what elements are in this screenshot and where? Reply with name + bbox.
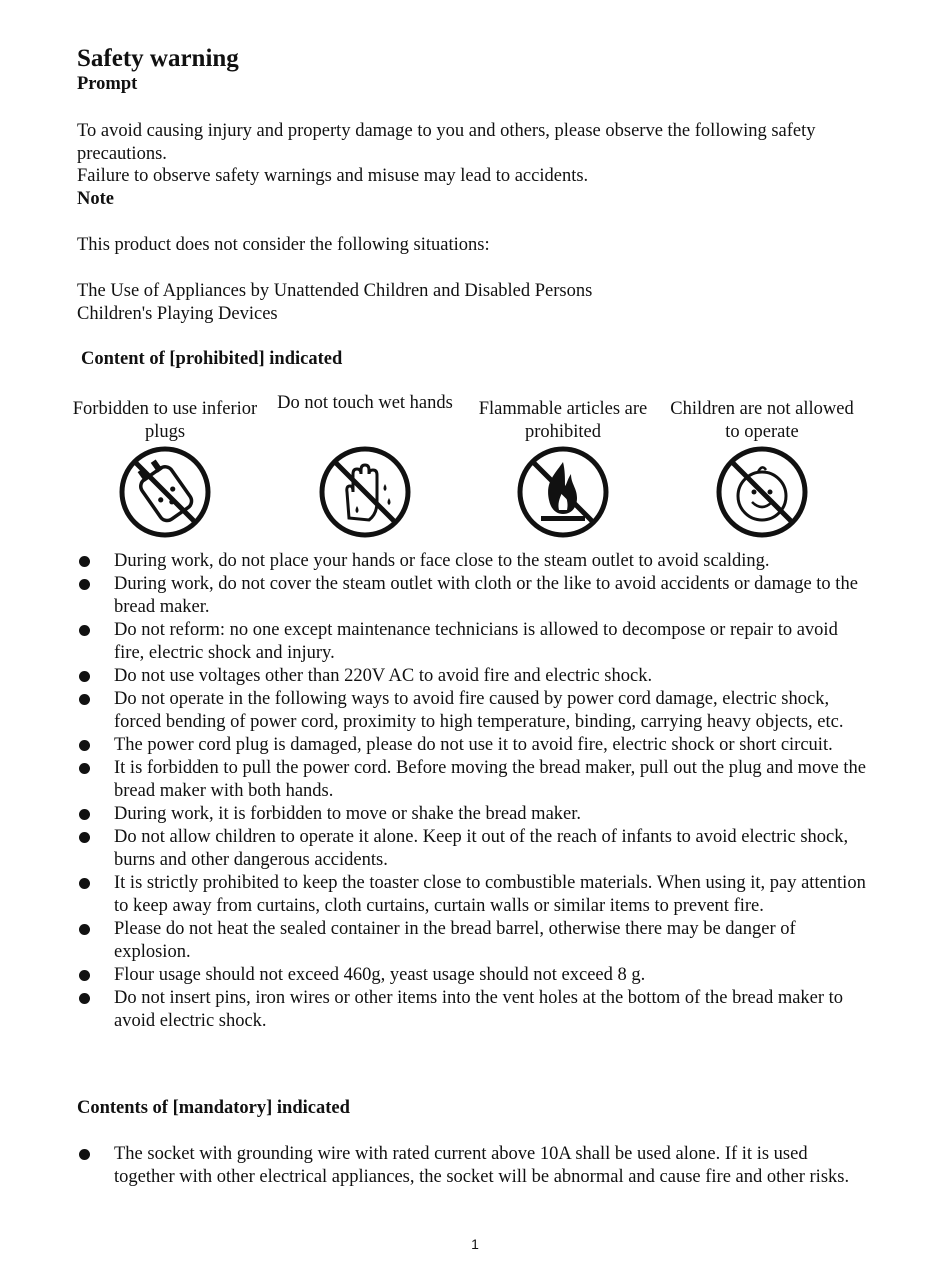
prompt-line-2: Failure to observe safety warnings and misuse may lead to accidents. <box>77 166 589 186</box>
list-item: Do not allow children to operate it alone. Keep it out of the reach of infants to avoid electric shock, burns and other dangerous accidents. <box>77 826 867 872</box>
mandatory-heading: Contents of [mandatory] indicated <box>77 1098 350 1118</box>
prohibition-icon-item <box>468 392 658 540</box>
mandatory-list <box>77 1143 867 1189</box>
list-item: During work, do not place your hands or face close to the steam outlet to avoid scalding. <box>77 550 867 573</box>
prohibition-icon-item <box>270 392 460 540</box>
no-child-icon <box>714 444 810 540</box>
prohibited-list <box>77 550 867 1033</box>
list-item: Do not reform: no one except maintenance technicians is allowed to decompose or repair to avoid fire, electric shock and injury. <box>77 619 867 665</box>
note-situation-1: The Use of Appliances by Unattended Children and Disabled Persons <box>77 281 593 301</box>
bullet-icon <box>79 993 90 1004</box>
bullet-icon <box>79 763 90 774</box>
bullet-icon <box>79 579 90 590</box>
bullet-icon <box>79 970 90 981</box>
prompt-heading: Prompt <box>77 74 138 94</box>
icon-caption: Flammable articles are prohibited <box>478 399 648 442</box>
prohibition-icon-item <box>667 392 857 540</box>
list-item: Do not insert pins, iron wires or other items into the vent holes at the bottom of the bread maker to avoid electric shock. <box>77 987 867 1033</box>
no-flame-icon <box>515 444 611 540</box>
list-item: Do not operate in the following ways to avoid fire caused by power cord damage, electric shock, forced bending of power cord, proximity to high temperature, binding, carrying heavy objects, etc. <box>77 688 867 734</box>
bullet-icon <box>79 694 90 705</box>
note-situation-2: Children's Playing Devices <box>77 304 278 324</box>
no-plug-icon <box>117 444 213 540</box>
note-intro: This product does not consider the following situations: <box>77 235 490 255</box>
list-item: It is forbidden to pull the power cord. Before moving the bread maker, pull out the plug and move the bread maker with both hands. <box>77 757 867 803</box>
page-number: 1 <box>471 1236 479 1252</box>
list-item: During work, it is forbidden to move or shake the bread maker. <box>77 803 867 826</box>
icon-caption: Forbidden to use inferior plugs <box>72 399 258 442</box>
list-item: It is strictly prohibited to keep the toaster close to combustible materials. When using it, pay attention to keep away from curtains, cloth curtains, curtain walls or similar items to prevent fire. <box>77 872 867 918</box>
page-title: Safety warning <box>77 45 239 72</box>
list-item: Do not use voltages other than 220V AC to avoid fire and electric shock. <box>77 665 867 688</box>
bullet-icon <box>79 809 90 820</box>
bullet-icon <box>79 1149 90 1160</box>
note-heading: Note <box>77 189 114 209</box>
prohibition-icon-item <box>70 392 260 540</box>
prompt-line-1: To avoid causing injury and property damage to you and others, please observe the following safety precautions. <box>77 121 816 164</box>
bullet-icon <box>79 671 90 682</box>
bullet-icon <box>79 556 90 567</box>
prohibition-icons-row <box>70 392 870 542</box>
list-item: During work, do not cover the steam outlet with cloth or the like to avoid accidents or damage to the bread maker. <box>77 573 867 619</box>
bullet-icon <box>79 625 90 636</box>
prohibited-heading: Content of [prohibited] indicated <box>81 349 343 369</box>
list-item: The socket with grounding wire with rated current above 10A shall be used alone. If it is used together with other electrical appliances, the socket will be abnormal and cause fire and other risks. <box>77 1143 867 1189</box>
list-item: The power cord plug is damaged, please do not use it to avoid fire, electric shock or short circuit. <box>77 734 867 757</box>
bullet-icon <box>79 924 90 935</box>
bullet-icon <box>79 878 90 889</box>
no-wet-hand-icon <box>317 444 413 540</box>
list-item: Please do not heat the sealed container in the bread barrel, otherwise there may be danger of explosion. <box>77 918 867 964</box>
icon-caption: Children are not allowed to operate <box>670 399 854 442</box>
bullet-icon <box>79 832 90 843</box>
bullet-icon <box>79 740 90 751</box>
icon-caption: Do not touch wet hands <box>277 393 453 413</box>
list-item: Flour usage should not exceed 460g, yeast usage should not exceed 8 g. <box>77 964 867 987</box>
